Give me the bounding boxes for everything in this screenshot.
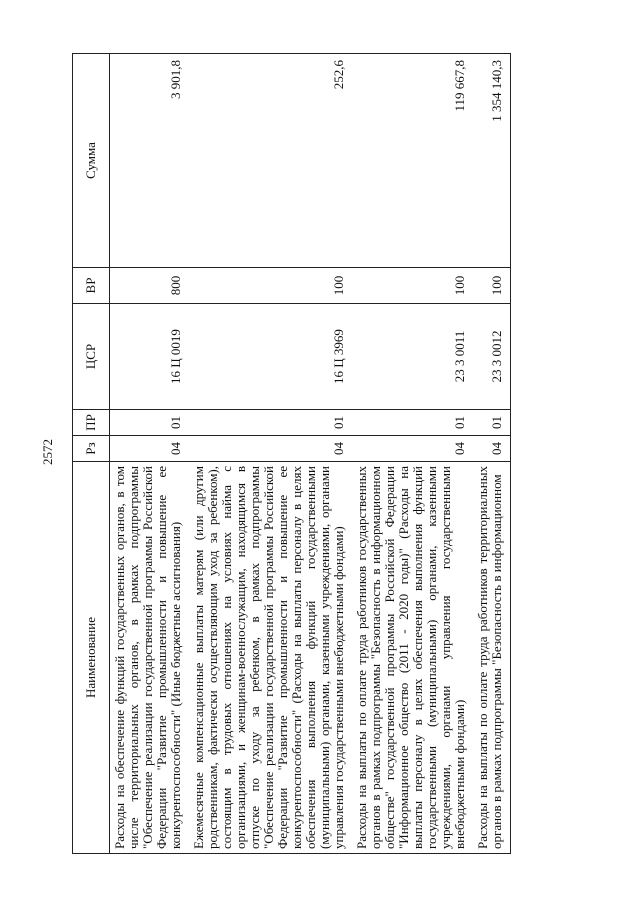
row-csr: 23 3 0012 xyxy=(473,304,511,410)
row-rz: 04 xyxy=(189,436,352,462)
row-vr: 800 xyxy=(110,268,190,304)
table-row xyxy=(189,54,352,854)
rotated-page-content xyxy=(72,54,616,854)
row-rz: 04 xyxy=(473,436,511,462)
row-name: Ежемесячные компенсационные выплаты матерям (или другим родственникам, фактически осуществляющим уход за ребенком), состоящим в трудовых отношениях на условиях найма с организациями, и женщинам-военнослужащим, находящимся в отпуске по уходу за ребенком, в рамках подпрограммы "Обеспечение реализации государственной программы Российской Федерации "Развитие промышленности и повышение ее конкурентоспособности" (Расходы на выплаты персоналу в целях обеспечения выполнения функций государственными (муниципальными) органами, казенными учреждениями, органами управления государственными внебюджетными фондами) xyxy=(189,462,352,854)
table-header-row xyxy=(73,54,110,854)
row-sum: 1 354 140,3 xyxy=(473,54,511,268)
row-csr: 16 Ц 3969 xyxy=(189,304,352,410)
table-row xyxy=(473,54,511,854)
row-vr: 100 xyxy=(473,268,511,304)
budget-table xyxy=(72,53,511,854)
row-rz: 04 xyxy=(110,436,190,462)
header-name: Наименование xyxy=(73,462,110,854)
row-csr: 23 3 0011 xyxy=(352,304,473,410)
row-rz: 04 xyxy=(352,436,473,462)
table-row xyxy=(110,54,190,854)
row-sum: 3 901,8 xyxy=(110,54,190,268)
table-row xyxy=(352,54,473,854)
row-csr: 16 Ц 0019 xyxy=(110,304,190,410)
row-vr: 100 xyxy=(352,268,473,304)
row-sum: 119 667,8 xyxy=(352,54,473,268)
header-csr: ЦСР xyxy=(73,304,110,410)
row-name: Расходы на выплаты по оплате труда работников территориальных органов в рамках подпрограммы "Безопасность в информационном xyxy=(473,462,511,854)
row-pr: 01 xyxy=(352,410,473,436)
header-rz: Рз xyxy=(73,436,110,462)
row-vr: 100 xyxy=(189,268,352,304)
row-pr: 01 xyxy=(110,410,190,436)
header-vr: ВР xyxy=(73,268,110,304)
row-name: Расходы на обеспечение функций государственных органов, в том числе территориальных органов, в рамках подпрограммы "Обеспечение реализации государственной программы Российской Федерации "Развитие промышленности и повышение ее конкурентоспособности" (Иные бюджетные ассигнования) xyxy=(110,462,190,854)
header-pr: ПР xyxy=(73,410,110,436)
header-sum: Сумма xyxy=(73,54,110,268)
row-sum: 252,6 xyxy=(189,54,352,268)
page-number: 2572 xyxy=(40,439,55,465)
row-name: Расходы на выплаты по оплате труда работников государственных органов в рамках подпрограммы "Безопасность в информационном обществе" государственной программы Российской Федерации "Информационное общество (2011 - 2020 годы)" (Расходы на выплаты персоналу в целях обеспечения выполнения функций государственными (муниципальными) органами, казенными учреждениями, органами управления государственными внебюджетными фондами) xyxy=(352,462,473,854)
row-pr: 01 xyxy=(189,410,352,436)
row-pr: 01 xyxy=(473,410,511,436)
